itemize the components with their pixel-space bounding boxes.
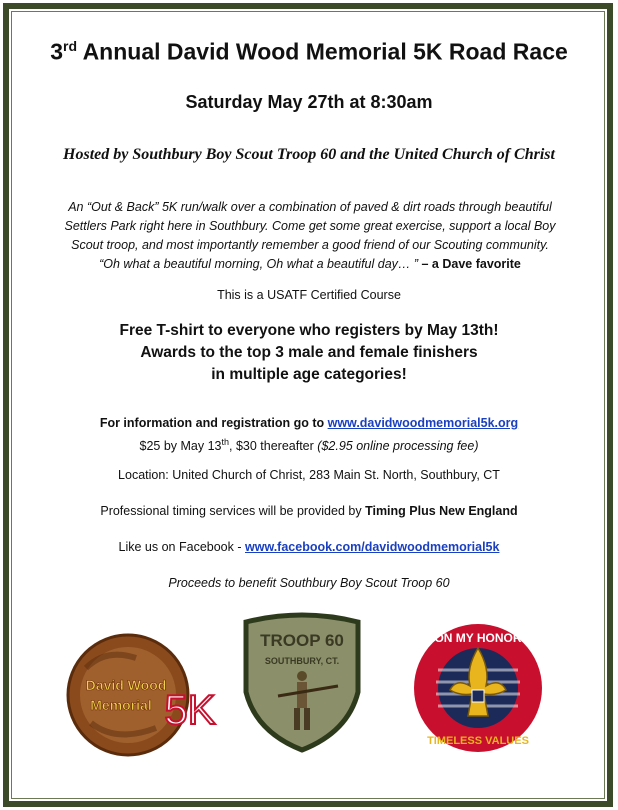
- event-date: Saturday May 27th at 8:30am: [185, 92, 433, 112]
- highlights: Free T-shirt to everyone who registers by May 13th! Awards to the top 3 male and female finishers in multiple age categories!: [119, 322, 499, 383]
- david-wood-memorial-logo: [66, 628, 226, 762]
- svg-text:ON MY HONOR: ON MY HONOR: [434, 631, 522, 645]
- description: An “Out & Back” 5K run/walk over a combination of paved & dirt roads through beautiful Settlers Park right here in Southbury. Come get some great exercise, support a local Boy Scout troop, and most importantly remember a good friend of our Scouting community. “Oh what a beautiful morning, Oh what a beautiful day… ” – a Dave favorite: [64, 200, 556, 271]
- hosted-by: Hosted by Southbury Boy Scout Troop 60 and the United Church of Christ: [63, 146, 555, 163]
- svg-text:SOUTHBURY, CT.: SOUTHBURY, CT.: [264, 656, 340, 666]
- svg-text:5K: 5K: [164, 686, 216, 733]
- page-title: 3rd Annual David Wood Memorial 5K Road Race: [50, 38, 568, 65]
- svg-text:TROOP 60: TROOP 60: [260, 631, 344, 650]
- svg-text:David Wood: David Wood: [85, 677, 167, 693]
- facebook-link[interactable]: www.facebook.com/davidwoodmemorial5k: [245, 540, 500, 554]
- proceeds: Proceeds to benefit Southbury Boy Scout Troop 60: [168, 576, 450, 590]
- svg-text:Memorial: Memorial: [90, 697, 152, 713]
- facebook-line: Like us on Facebook - www.facebook.com/davidwoodmemorial5k: [118, 540, 500, 554]
- certified-course: This is a USATF Certified Course: [217, 288, 401, 302]
- on-my-honor-logo: [408, 620, 548, 756]
- troop-60-patch: [238, 612, 366, 754]
- timing-services: Professional timing services will be provided by Timing Plus New England: [100, 504, 518, 518]
- svg-text:TIMELESS VALUES: TIMELESS VALUES: [427, 735, 529, 747]
- registration-info: For information and registration go to www.davidwoodmemorial5k.org $25 by May 13th, $30 thereafter ($2.95 online processing fee): [99, 416, 519, 454]
- registration-link[interactable]: www.davidwoodmemorial5k.org: [327, 416, 519, 430]
- location: Location: United Church of Christ, 283 Main St. North, Southbury, CT: [118, 468, 500, 482]
